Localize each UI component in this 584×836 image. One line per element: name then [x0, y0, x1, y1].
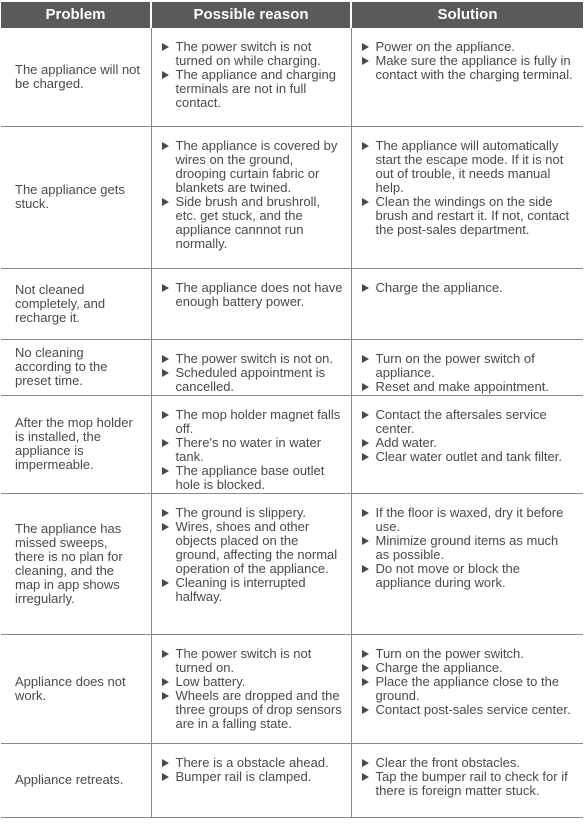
solution-item [362, 675, 576, 703]
solution-item [362, 562, 576, 590]
bullet-triangle-icon [362, 355, 369, 363]
reason-cell [151, 743, 351, 817]
solution-text: Clear the front obstacles. [375, 754, 521, 770]
problem-text: Not cleaned completely, and recharge it. [15, 281, 106, 325]
reason-text: There's no water in water tank. [175, 434, 322, 464]
reason-text: The power switch is not on. [175, 350, 334, 366]
reason-item [162, 366, 343, 394]
reason-cell [151, 28, 351, 126]
solution-text: Do not move or block the appliance during work. [375, 560, 521, 590]
reason-item [162, 576, 343, 604]
bullet-triangle-icon [362, 537, 369, 545]
table-row [1, 268, 583, 339]
solution-item [362, 54, 576, 82]
solution-item [362, 408, 576, 436]
problem-cell [1, 634, 151, 743]
reason-cell [151, 268, 351, 339]
problem-text: The appliance gets stuck. [15, 182, 125, 211]
table-row [1, 493, 583, 634]
reason-text: The appliance and charging terminals are not in full contact. [175, 67, 336, 110]
header-problem: Problem [1, 2, 151, 28]
reason-list [152, 127, 351, 251]
solution-text: If the floor is waxed, dry it before use. [375, 504, 564, 534]
header-solution: Solution [351, 2, 583, 28]
reason-item [162, 68, 343, 110]
bullet-triangle-icon [162, 650, 169, 658]
reason-list [152, 494, 351, 604]
solution-item [362, 281, 576, 295]
bullet-triangle-icon [162, 759, 169, 767]
reason-cell [151, 634, 351, 743]
solution-list [352, 635, 584, 717]
bullet-triangle-icon [362, 706, 369, 714]
solution-text: Minimize ground items as much as possible. [375, 532, 559, 562]
reason-list [152, 744, 351, 784]
solution-cell [351, 493, 583, 634]
problem-cell [1, 395, 151, 493]
solution-item [362, 436, 576, 450]
solution-item [362, 450, 576, 464]
reason-text: Cleaning is interrupted halfway. [175, 574, 306, 604]
reason-item [162, 352, 343, 366]
problem-text: Appliance does not work. [15, 673, 126, 703]
solution-item [362, 770, 576, 798]
bullet-triangle-icon [362, 650, 369, 658]
solution-list [352, 396, 584, 464]
table-row [1, 28, 583, 126]
reason-cell [151, 126, 351, 268]
bullet-triangle-icon [162, 773, 169, 781]
solution-list [352, 744, 584, 798]
reason-text: The power switch is not turned on while charging. [175, 39, 321, 68]
reason-text: The appliance is covered by wires on the ground, drooping curtain fabric or blankets are twined. [175, 137, 338, 195]
reason-text: Side brush and brushroll, etc. get stuck, and the appliance cannnot run normally. [175, 193, 321, 251]
reason-text: The appliance does not have enough battery power. [175, 279, 343, 309]
bullet-triangle-icon [362, 284, 369, 292]
solution-cell [351, 268, 583, 339]
bullet-triangle-icon [162, 678, 169, 686]
solution-text: Contact the aftersales service center. [375, 406, 547, 436]
reason-text: Bumper rail is clamped. [175, 768, 312, 784]
solution-list [352, 28, 584, 82]
bullet-triangle-icon [362, 509, 369, 517]
solution-item [362, 506, 576, 534]
solution-item [362, 534, 576, 562]
bullet-triangle-icon [362, 439, 369, 447]
problem-text: Appliance retreats. [15, 772, 124, 787]
reason-text: Low battery. [175, 673, 246, 689]
solution-item [362, 139, 576, 195]
troubleshooting-table [1, 2, 583, 818]
reason-item [162, 520, 343, 576]
table-row [1, 339, 583, 395]
reason-item [162, 408, 343, 436]
reason-text: Scheduled appointment is cancelled. [175, 364, 326, 394]
solution-cell [351, 743, 583, 817]
bullet-triangle-icon [162, 43, 169, 51]
bullet-triangle-icon [362, 773, 369, 781]
bullet-triangle-icon [162, 284, 169, 292]
solution-item [362, 756, 576, 770]
solution-cell [351, 634, 583, 743]
reason-list [152, 28, 351, 110]
reason-text: Wheels are dropped and the three groups of drop sensors are in a falling state. [175, 687, 342, 731]
problem-text: After the mop holder is installed, the appliance is impermeable. [15, 415, 133, 472]
reason-cell [151, 493, 351, 634]
bullet-triangle-icon [362, 142, 369, 150]
solution-text: Tap the bumper rail to check for if there is foreign matter stuck. [375, 768, 568, 798]
bullet-triangle-icon [362, 57, 369, 65]
solution-item [362, 352, 576, 380]
solution-cell [351, 126, 583, 268]
table-row [1, 634, 583, 743]
reason-cell [151, 395, 351, 493]
solution-text: Charge the appliance. [375, 279, 503, 295]
table-header-row [1, 2, 583, 28]
reason-list [152, 396, 351, 492]
reason-item [162, 689, 343, 731]
solution-text: Turn on the power switch of appliance. [375, 350, 535, 380]
problem-cell [1, 743, 151, 817]
reason-text: There is a obstacle ahead. [175, 754, 329, 770]
solution-text: Contact post-sales service center. [375, 701, 571, 717]
reason-item [162, 195, 343, 251]
table-row [1, 395, 583, 493]
bullet-triangle-icon [362, 664, 369, 672]
solution-text: Clean the windings on the side brush and restart it. If not, contact the post-sales department. [375, 193, 570, 237]
solution-text: Turn on the power switch. [375, 645, 524, 661]
table-row [1, 743, 583, 817]
reason-item [162, 40, 343, 68]
bullet-triangle-icon [162, 198, 169, 206]
reason-item [162, 436, 343, 464]
reason-item [162, 647, 343, 675]
reason-text: Wires, shoes and other objects placed on the ground, affecting the normal operation of the appliance. [175, 518, 338, 576]
problem-cell [1, 28, 151, 126]
reason-item [162, 770, 343, 784]
reason-text: The ground is slippery. [175, 504, 307, 520]
solution-text: The appliance will automatically start the escape mode. If it is not out of trouble, it needs manual help. [375, 137, 564, 195]
reason-text: The appliance base outlet hole is blocked. [175, 462, 325, 492]
bullet-triangle-icon [162, 439, 169, 447]
solution-item [362, 647, 576, 661]
bullet-triangle-icon [162, 71, 169, 79]
table-body [1, 28, 583, 817]
solution-text: Charge the appliance. [375, 659, 503, 675]
bullet-triangle-icon [362, 565, 369, 573]
bullet-triangle-icon [362, 383, 369, 391]
solution-text: Clear water outlet and tank filter. [375, 448, 562, 464]
header-possible-reason: Possible reason [151, 2, 351, 28]
problem-cell [1, 268, 151, 339]
problem-text: The appliance will not be charged. [15, 61, 141, 91]
bullet-triangle-icon [162, 692, 169, 700]
bullet-triangle-icon [162, 142, 169, 150]
solution-item [362, 40, 576, 54]
bullet-triangle-icon [162, 509, 169, 517]
problem-cell [1, 493, 151, 634]
reason-item [162, 281, 343, 309]
solution-item [362, 661, 576, 675]
bullet-triangle-icon [362, 411, 369, 419]
solution-text: Reset and make appointment. [375, 378, 549, 394]
bullet-triangle-icon [362, 453, 369, 461]
solution-list [352, 340, 584, 394]
reason-item [162, 464, 343, 492]
solution-cell [351, 339, 583, 395]
bullet-triangle-icon [162, 369, 169, 377]
bullet-triangle-icon [162, 467, 169, 475]
solution-text: Make sure the appliance is fully in contact with the charging terminal. [375, 53, 573, 82]
bullet-triangle-icon [362, 678, 369, 686]
reason-list [152, 340, 351, 394]
bullet-triangle-icon [362, 198, 369, 206]
bullet-triangle-icon [162, 411, 169, 419]
reason-text: The mop holder magnet falls off. [175, 406, 341, 436]
bullet-triangle-icon [162, 355, 169, 363]
reason-text: The power switch is not turned on. [175, 645, 312, 675]
solution-list [352, 269, 584, 295]
solution-list [352, 127, 584, 237]
problem-cell [1, 339, 151, 395]
solution-text: Place the appliance close to the ground. [375, 673, 560, 703]
solution-item [362, 380, 576, 394]
problem-cell [1, 126, 151, 268]
reason-item [162, 139, 343, 195]
bullet-triangle-icon [362, 43, 369, 51]
reason-list [152, 269, 351, 309]
problem-text: No cleaning according to the preset time. [15, 345, 108, 388]
solution-text: Add water. [375, 434, 437, 450]
problem-text: The appliance has missed sweeps, there is no plan for cleaning, and the map in app shows irregularly. [15, 520, 123, 606]
bullet-triangle-icon [162, 523, 169, 531]
bullet-triangle-icon [162, 579, 169, 587]
solution-item [362, 195, 576, 237]
solution-text: Power on the appliance. [375, 39, 515, 54]
solution-item [362, 703, 576, 717]
table-row [1, 126, 583, 268]
reason-item [162, 756, 343, 770]
solution-cell [351, 395, 583, 493]
reason-cell [151, 339, 351, 395]
solution-list [352, 494, 584, 590]
bullet-triangle-icon [362, 759, 369, 767]
reason-list [152, 635, 351, 731]
reason-item [162, 675, 343, 689]
solution-cell [351, 28, 583, 126]
reason-item [162, 506, 343, 520]
